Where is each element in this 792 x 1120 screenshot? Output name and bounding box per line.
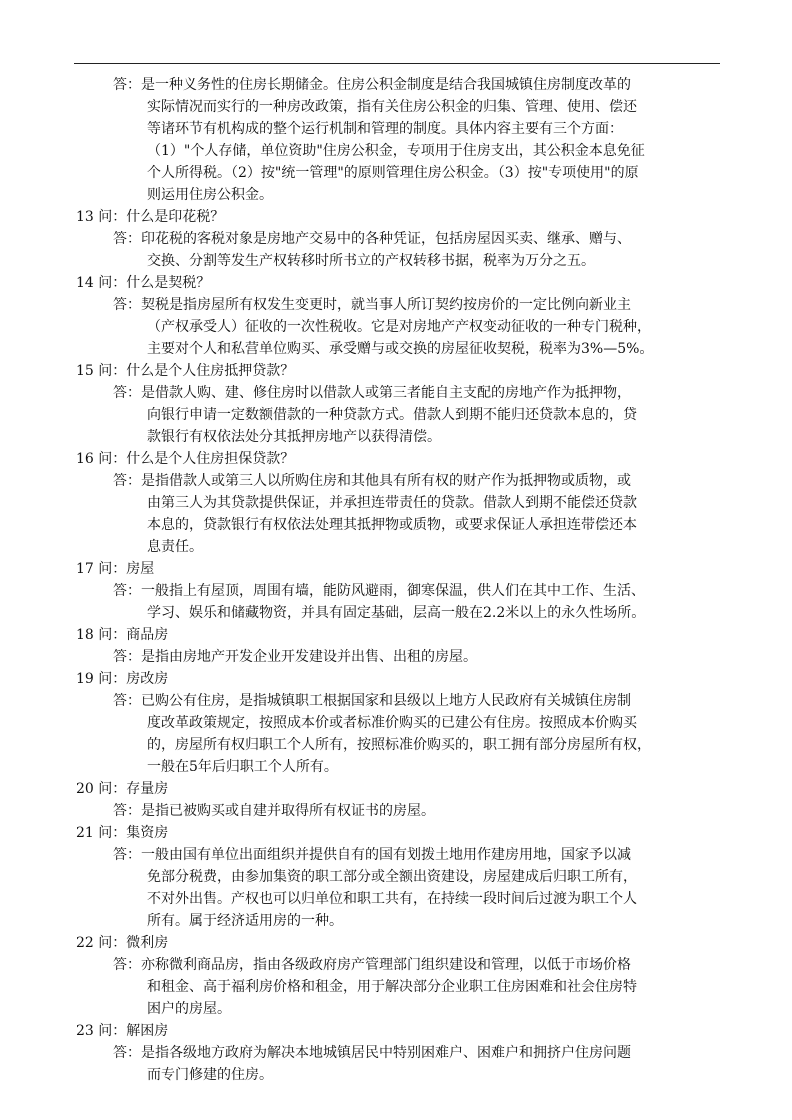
answer-line: 答：是一种义务性的住房长期储金。住房公积金制度是结合我国城镇住房制度改革的 bbox=[113, 77, 631, 93]
answer-22-line: 答：亦称微利商品房，指由各级政府房产管理部门组织建设和管理，以低于市场价格 bbox=[113, 957, 631, 973]
question-20: 20 问：存量房 bbox=[76, 781, 169, 797]
answer-19-line: 答：已购公有住房，是指城镇职工根据国家和县级以上地方人民政府有关城镇住房制 bbox=[113, 693, 631, 709]
answer-18-line: 答：是指由房地产开发企业开发建设并出售、出租的房屋。 bbox=[113, 649, 477, 665]
question-23: 23 问：解困房 bbox=[76, 1023, 169, 1039]
question-13: 13 问：什么是印花税？ bbox=[76, 209, 225, 225]
question-22: 22 问：微利房 bbox=[76, 935, 169, 951]
answer-22-line: 困户的房屋。 bbox=[147, 1001, 231, 1017]
answer-15-line: 款银行有权依法处分其抵押房地产以获得清偿。 bbox=[147, 429, 441, 445]
answer-15-line: 答：是借款人购、建、修住房时以借款人或第三者能自主支配的房地产作为抵押物， bbox=[113, 385, 631, 401]
answer-17-line: 答：一般指上有屋顶，周围有墙，能防风避雨，御寒保温，供人们在其中工作、生活、 bbox=[113, 583, 645, 599]
answer-23-line: 而专门修建的住房。 bbox=[147, 1067, 273, 1083]
question-19: 19 问：房改房 bbox=[76, 671, 169, 687]
answer-line: 实际情况而实行的一种房改政策，指有关住房公积金的归集、管理、使用、偿还 bbox=[147, 99, 637, 115]
answer-16-line: 息责任。 bbox=[147, 539, 203, 555]
answer-23-line: 答：是指各级地方政府为解决本地城镇居民中特别困难户、困难户和拥挤户住房问题 bbox=[113, 1045, 631, 1061]
answer-16-line: 答：是指借款人或第三人以所购住房和其他具有所有权的财产作为抵押物或质物，或 bbox=[113, 473, 631, 489]
answer-13-line: 交换、分割等发生产权转移时所书立的产权转移书据，税率为万分之五。 bbox=[147, 253, 595, 269]
answer-17-line: 学习、娱乐和储藏物资，并具有固定基础，层高一般在2.2米以上的永久性场所。 bbox=[147, 605, 646, 621]
answer-21-line: 所有。属于经济适用房的一种。 bbox=[147, 913, 343, 929]
question-16: 16 问：什么是个人住房担保贷款？ bbox=[76, 451, 295, 467]
answer-21-line: 不对外出售。产权也可以归单位和职工共有，在持续一段时间后过渡为职工个人 bbox=[147, 891, 637, 907]
answer-16-line: 本息的，贷款银行有权依法处理其抵押物或质物，或要求保证人承担连带偿还本 bbox=[147, 517, 637, 533]
answer-line: 则运用住房公积金。 bbox=[147, 187, 273, 203]
answer-14-line: 主要对个人和私营单位购买、承受赠与或交换的房屋征收契税，税率为3%—5%。 bbox=[147, 341, 654, 357]
answer-21-line: 免部分税费，由参加集资的职工部分或全额出资建设，房屋建成后归职工所有， bbox=[147, 869, 637, 885]
answer-14-line: （产权承受人）征收的一次性税收。它是对房地产产权变动征收的一种专门税种， bbox=[147, 319, 651, 335]
answer-line: 等诸环节有机构成的整个运行机制和管理的制度。具体内容主要有三个方面： bbox=[147, 121, 623, 137]
question-18: 18 问：商品房 bbox=[76, 627, 169, 643]
question-15: 15 问：什么是个人住房抵押贷款？ bbox=[76, 363, 295, 379]
answer-19-line: 度改革政策规定，按照成本价或者标准价购买的已建公有住房。按照成本价购买 bbox=[147, 715, 637, 731]
answer-20-line: 答：是指已被购买或自建并取得所有权证书的房屋。 bbox=[113, 803, 435, 819]
answer-21-line: 答：一般由国有单位出面组织并提供自有的国有划拨土地用作建房用地，国家予以减 bbox=[113, 847, 631, 863]
header-rule bbox=[74, 63, 720, 64]
answer-19-line: 的，房屋所有权归职工个人所有，按照标准价购买的，职工拥有部分房屋所有权， bbox=[147, 737, 651, 753]
answer-16-line: 由第三人为其贷款提供保证，并承担连带责任的贷款。借款人到期不能偿还贷款 bbox=[147, 495, 637, 511]
answer-13-line: 答：印花税的客税对象是房地产交易中的各种凭证，包括房屋因买卖、继承、赠与、 bbox=[113, 231, 631, 247]
answer-15-line: 向银行申请一定数额借款的一种贷款方式。借款人到期不能归还贷款本息的，贷 bbox=[147, 407, 637, 423]
answer-line: （1）"个人存储，单位资助"住房公积金，专项用于住房支出，其公积金本息免征 bbox=[147, 143, 645, 159]
question-14: 14 问：什么是契税？ bbox=[76, 275, 211, 291]
question-17: 17 问：房屋 bbox=[76, 561, 155, 577]
answer-14-line: 答：契税是指房屋所有权发生变更时，就当事人所订契约按房价的一定比例向新业主 bbox=[113, 297, 631, 313]
answer-22-line: 和租金、高于福利房价格和租金，用于解决部分企业职工住房困难和社会住房特 bbox=[147, 979, 637, 995]
answer-line: 个人所得税。（2）按"统一管理"的原则管理住房公积金。（3）按"专项使用"的原 bbox=[147, 165, 639, 181]
answer-19-line: 一般在5年后归职工个人所有。 bbox=[147, 759, 338, 775]
question-21: 21 问：集资房 bbox=[76, 825, 169, 841]
